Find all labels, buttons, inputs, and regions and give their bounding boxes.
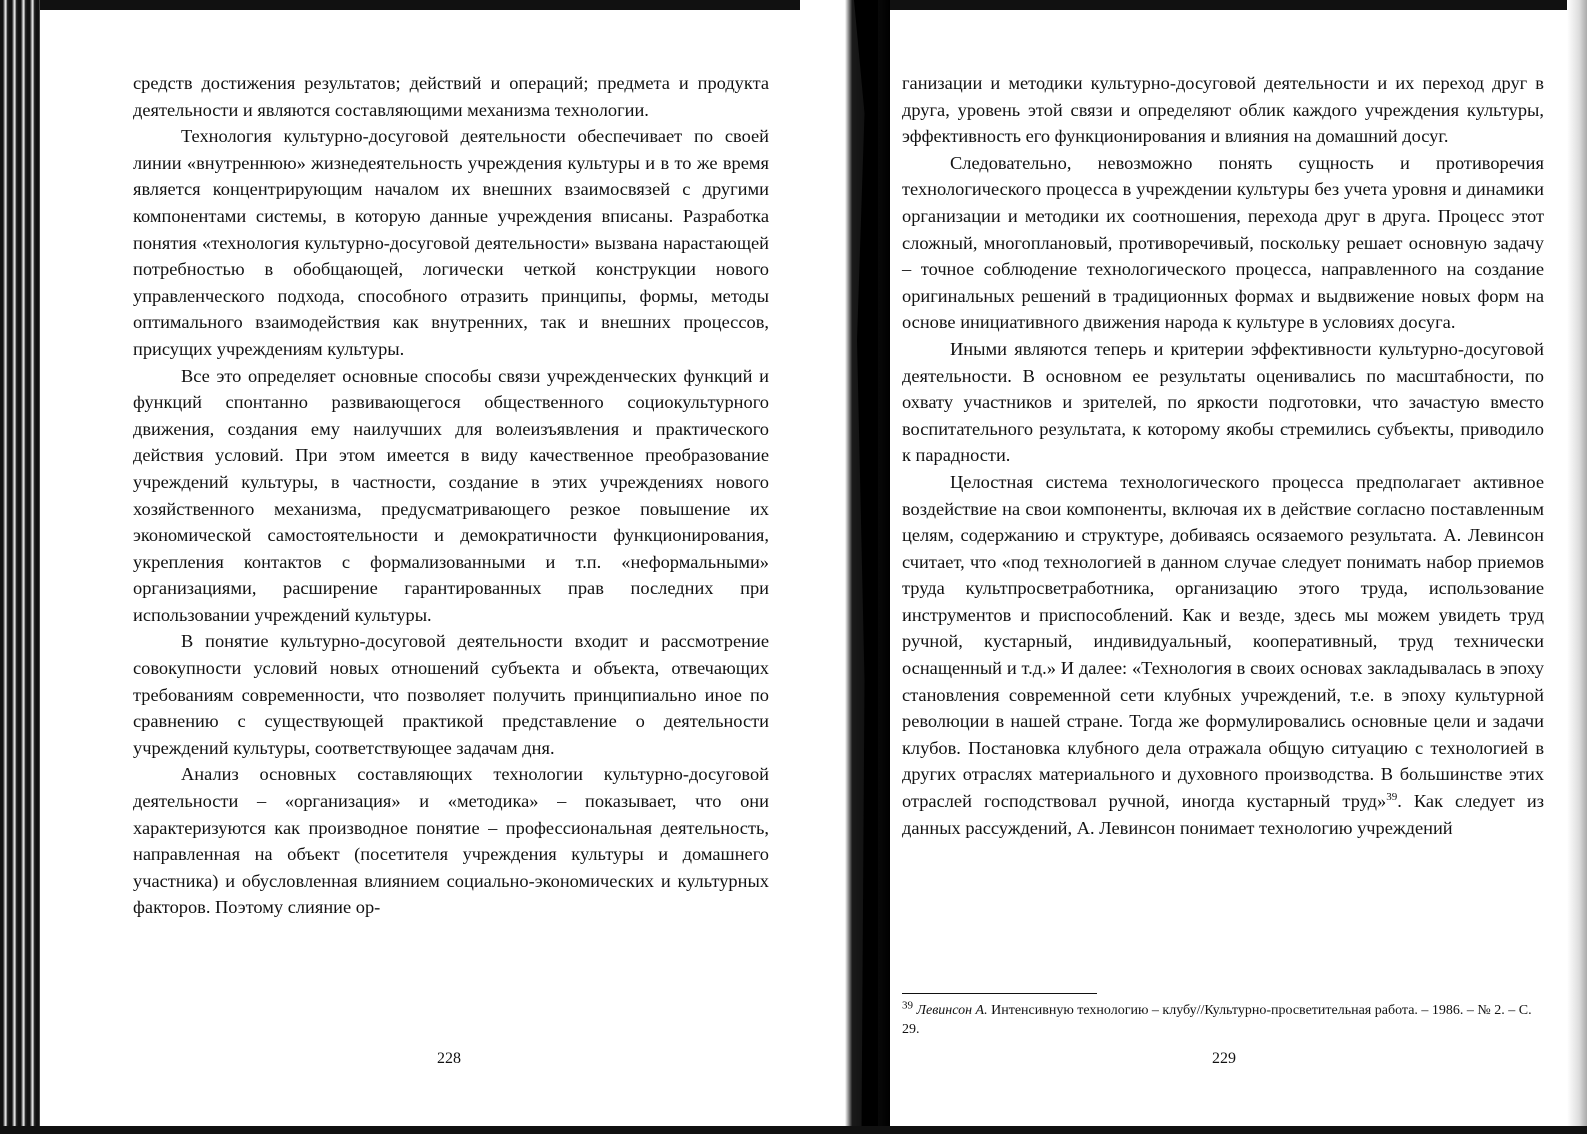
scan-right-edge — [1567, 0, 1587, 1134]
paragraph: ганизации и методики культурно-досуговой деятельности и их переход друг в друга, уровень этой связи и определяют облик каждого учреждения культуры, эффективность его функционирования и влияния на домашний досуг. — [902, 73, 1544, 147]
footnote-text: Интенсивную технологию – клубу//Культурно-просветительная работа. – 1986. – № 2. – С. 29. — [902, 1003, 1532, 1037]
paragraph: Все это определяет основные способы связи учрежденческих функций и функций спонтанно развивающегося общественного социокультурного движения, создания ему наилучших для волеизъявления и практического действия условий. При этом имеется в виду качественное преобразование учреждений культуры, в частности, создание в этих учреждениях нового хозяйственного механизма, предусматривающего резкое повышение их экономической самостоятельности и демократичности функционирования, укрепления контактов с формализованными и т.п. «неформальными» организациями, расширение гарантированных прав последних при использовании учреждений культуры. — [133, 365, 769, 625]
paragraph: Технология культурно-досуговой деятельности обеспечивает по своей линии «внутреннюю» жизнедеятельность учреждения культуры и в то же время является концентрирующим началом их внешних взаимосвязей с другими компонентами системы, в которую данные учреждения вписаны. Разработка понятия «технология культурно-досуговой деятельности» вызвана нарастающей потребностью в обобщающей, логически четкой конструкции нового управленческого подхода, способного отразить принципы, формы, методы оптимального взаимодействия как внутренних, так и внешних процессов, присущих учреждениям культуры. — [133, 126, 769, 359]
paragraph: Анализ основных составляющих технологии культурно-досуговой деятельности – «организация» и «методика» – показывает, что они характеризуются как производное понятие – профессиональная деятельность, направленная на объект (посетителя учреждения культуры и домашнего участника) и обусловленная влиянием социально-экономических и культурных факторов. Поэтому слияние ор- — [133, 764, 769, 918]
paragraph: Следовательно, невозможно понять сущность и противоречия технологического процесса в учреждении культуры без учета уровня и динамики организации и методики их соотношения, перехода друг в друга. Процесс этот сложный, многоплановый, противоречивый, поскольку решает основную задачу – точное соблюдение технологического процесса, направленного на создание оригинальных решений в традиционных формах и выдвижение новых форм на основе инициативного движения народа к культуре в условиях досуга. — [902, 152, 1544, 333]
right-page — [902, 70, 1544, 841]
paragraph: Иными являются теперь и критерии эффективности культурно-досуговой деятельности. В основном ее результаты оценивались по масштабности, по охвату участников и зрителей, по яркости подготовки, что зачастую вместо воспитательного результата, к которому якобы стремились субъекты, приводило к парадности. — [902, 338, 1544, 466]
scan-left-edge — [0, 0, 40, 1134]
paragraph: В понятие культурно-досуговой деятельности входит и рассмотрение совокупности условий новых отношений субъекта и объекта, отвечающих требованиям современности, что позволяет получить принципиально иное по сравнению с существующей практикой представление о деятельности учреждений культуры, соответствующее задачам дня. — [133, 631, 769, 758]
page-number-right: 229 — [1212, 1050, 1236, 1067]
footnote-divider — [902, 993, 1097, 994]
left-page — [133, 70, 769, 921]
page-number-left: 228 — [437, 1050, 461, 1067]
paragraph-with-footnote-ref — [902, 469, 1544, 841]
footnote-number: 39 — [902, 999, 913, 1012]
footnote-author: Левинсон А. — [916, 1003, 988, 1018]
footnote-reference[interactable]: 39 — [1386, 790, 1398, 803]
paragraph-tail: . Как следует из данных рассуждений, А. Левинсон понимает технологию учреждений — [902, 791, 1544, 838]
paragraph-text: Целостная система технологического процесса предполагает активное воздействие на свои компоненты, включая их в действие согласно поставленным целям, содержанию и структуре, добиваясь осязаемого результата. А. Левинсон считает, что «под технологией в данном случае следует понимать набор приемов труда культпросветработника, организацию этого труда, использование инструментов и приспособлений. Как и везде, здесь мы можем увидеть труд ручной, кустарный, индивидуальный, кооперативный, труд технически оснащенный и т.д.» И далее: «Технология в своих основах закладывалась в эпоху становления современной сети клубных учреждений, т.е. в эпоху культурной революции в нашей стране. Тогда же формулировались основные цели и задачи клубов. Постановка клубного дела отражала общую ситуацию с технологией в других отраслях материального и духовного производства. В большинстве этих отраслей господствовал ручной, иногда кустарный труд» — [902, 471, 1544, 812]
scan-bottom-border — [0, 1126, 1587, 1134]
paragraph: средств достижения результатов; действий и операций; предмета и продукта деятельности и являются составляющими механизма технологии. — [133, 73, 769, 120]
footnote — [902, 1001, 1544, 1039]
scan-top-border — [0, 0, 1587, 10]
